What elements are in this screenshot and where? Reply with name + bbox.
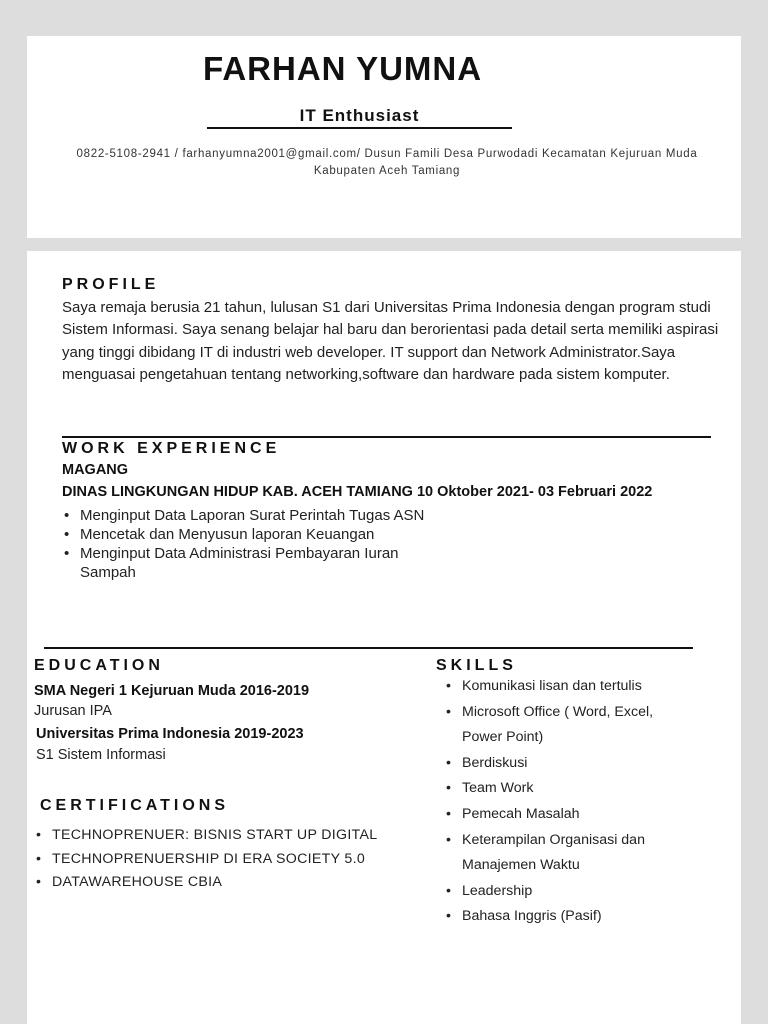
contact-line-2: Kabupaten Aceh Tamiang (313, 165, 461, 177)
body-card (27, 251, 741, 1024)
list-item: • Microsoft Office ( Word, Excel, Power Point) (444, 700, 694, 751)
work-role: MAGANG (62, 462, 129, 478)
lower-divider (44, 647, 693, 649)
work-task-list (62, 506, 442, 582)
contact-info (37, 146, 737, 180)
education-school-1-detail: Jurusan IPA (34, 703, 112, 719)
profile-text: Saya remaja berusia 21 tahun, lulusan S1 dari Universitas Prima Indonesia dengan program studi Sistem Informasi. Saya senang belajar hal baru dan berorientasi pada detail serta memiliki aspirasi yang tinggi dibidang IT di industri web developer. IT support dan Network Administrator.Saya menguasai pengetahuan tentang networking,software dan hardware pada sistem komputer. (62, 299, 719, 383)
list-item: • Menginput Data Laporan Surat Perintah Tugas ASN (62, 506, 442, 525)
headline: IT Enthusiast (299, 106, 420, 125)
header-card (27, 36, 741, 238)
profile-heading: PROFILE (62, 276, 160, 293)
list-item: • Bahasa Inggris (Pasif) (444, 904, 694, 930)
list-item: • TECHNOPRENUER: BISNIS START UP DIGITAL (34, 824, 429, 848)
candidate-name: FARHAN YUMNA (203, 50, 483, 87)
skills-list (444, 674, 694, 930)
contact-line-1: 0822-5108-2941 / farhanyumna2001@gmail.com/ Dusun Famili Desa Purwodadi Kecamatan Kejuruan Muda (76, 148, 698, 160)
certifications-list (34, 824, 429, 895)
certifications-heading: CERTIFICATIONS (40, 797, 230, 814)
education-school-1: SMA Negeri 1 Kejuruan Muda 2016-2019 (34, 683, 310, 699)
skills-heading: SKILLS (436, 657, 517, 674)
work-divider (62, 436, 711, 438)
list-item: • Keterampilan Organisasi dan Manajemen Waktu (444, 828, 694, 879)
list-item: • TECHNOPRENUERSHIP DI ERA SOCIETY 5.0 (34, 848, 429, 872)
list-item: • Berdiskusi (444, 751, 694, 777)
work-organization: DINAS LINGKUNGAN HIDUP KAB. ACEH TAMIANG 10 Oktober 2021- 03 Februari 2022 (62, 484, 653, 500)
education-heading: EDUCATION (34, 657, 164, 674)
list-item: • Pemecah Masalah (444, 802, 694, 828)
headline-underline (207, 127, 512, 129)
list-item: • Leadership (444, 879, 694, 905)
list-item: • Menginput Data Administrasi Pembayaran Iuran Sampah (62, 544, 442, 582)
work-heading: WORK EXPERIENCE (62, 440, 281, 457)
list-item: • Team Work (444, 776, 694, 802)
list-item: • Komunikasi lisan dan tertulis (444, 674, 694, 700)
education-school-2-detail: S1 Sistem Informasi (36, 747, 166, 763)
education-school-2: Universitas Prima Indonesia 2019-2023 (36, 726, 304, 742)
list-item: • Mencetak dan Menyusun laporan Keuangan (62, 525, 442, 544)
list-item: • DATAWAREHOUSE CBIA (34, 871, 429, 895)
